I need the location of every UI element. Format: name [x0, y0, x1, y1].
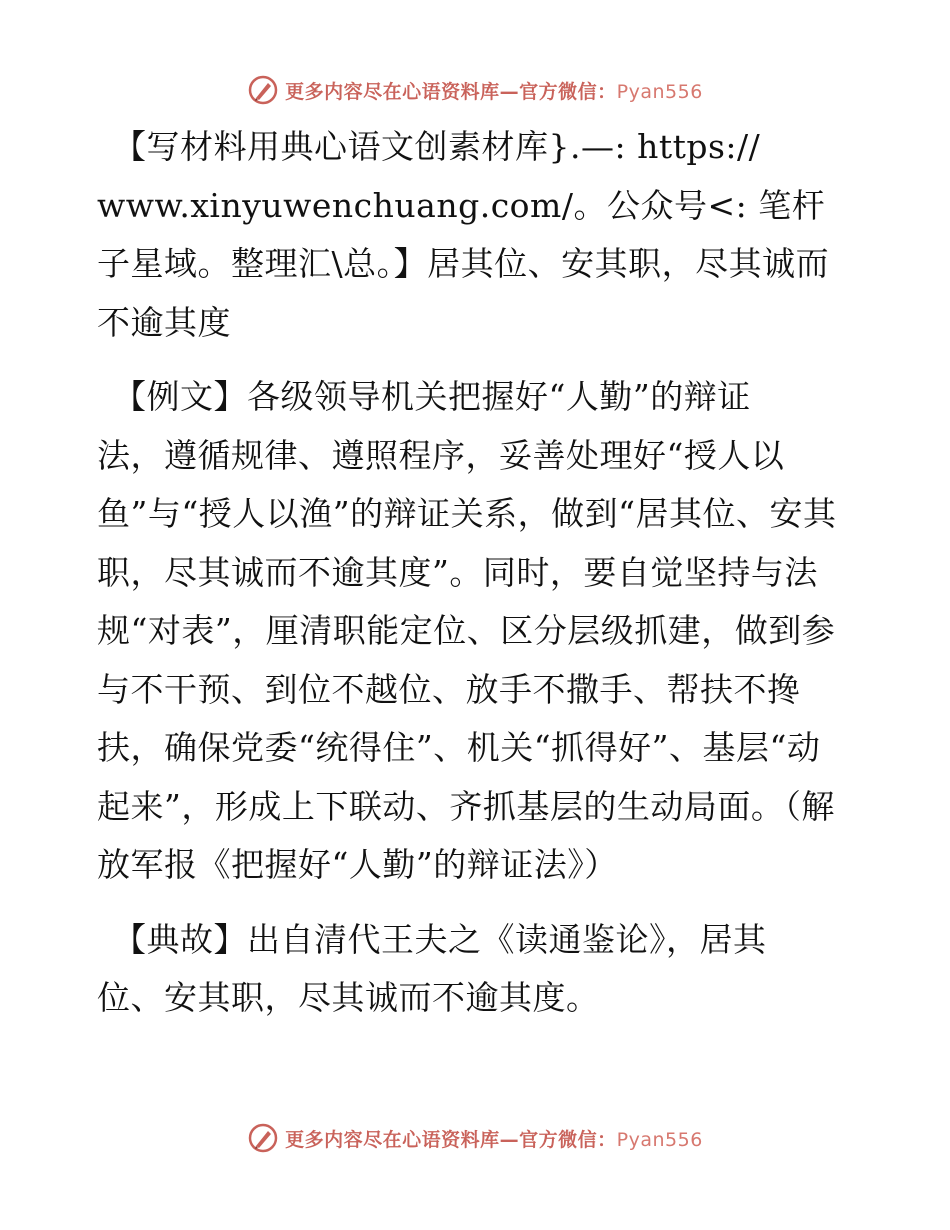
- banner-text: 更多内容尽在心语资料库—官方微信：Pyan556: [285, 80, 703, 103]
- document-body: [97, 118, 849, 1028]
- banner-text: 更多内容尽在心语资料库—官方微信：Pyan556: [285, 1128, 703, 1151]
- paragraph-example: 【例文】各级领导机关把握好“人勤”的辩证 法，遵循规律、遵照程序，妥善处理好“授人以鱼”与“授人以渔”的辩证关系，做到“居其位、安其职，尽其诚而不逾其度”。同时，要自觉坚持与法规“对表”，厘清职能定位、区分层级抓建，做到参与不干预、到位不越位、放手不撒手、帮扶不搀扶，确保党委“统得住”、机关“抓得好”、基层“动起来”，形成上下联动、齐抓基层的生动局面。（解放军报《把握好“人勤”的辩证法》）: [97, 377, 837, 884]
- wechat-id: Pyan556: [616, 80, 703, 103]
- paragraph-allusion: 【典故】出自清代王夫之《读通鉴论》，居其 位、安其职，尽其诚而不逾其度。: [97, 919, 767, 1017]
- header-banner: [0, 70, 950, 110]
- footer-banner: [0, 1118, 950, 1158]
- pen-logo-icon: [247, 1122, 279, 1154]
- pen-logo-icon: [247, 74, 279, 106]
- paragraph-intro: 【写材料用典心语文创素材库}.—: https:// www.xinyuwenchuang.com/。公众号<: 笔杆子星域。整理汇\总。】居其位、安其职，尽其诚而不逾其度: [97, 127, 830, 342]
- wechat-id: Pyan556: [616, 1128, 703, 1151]
